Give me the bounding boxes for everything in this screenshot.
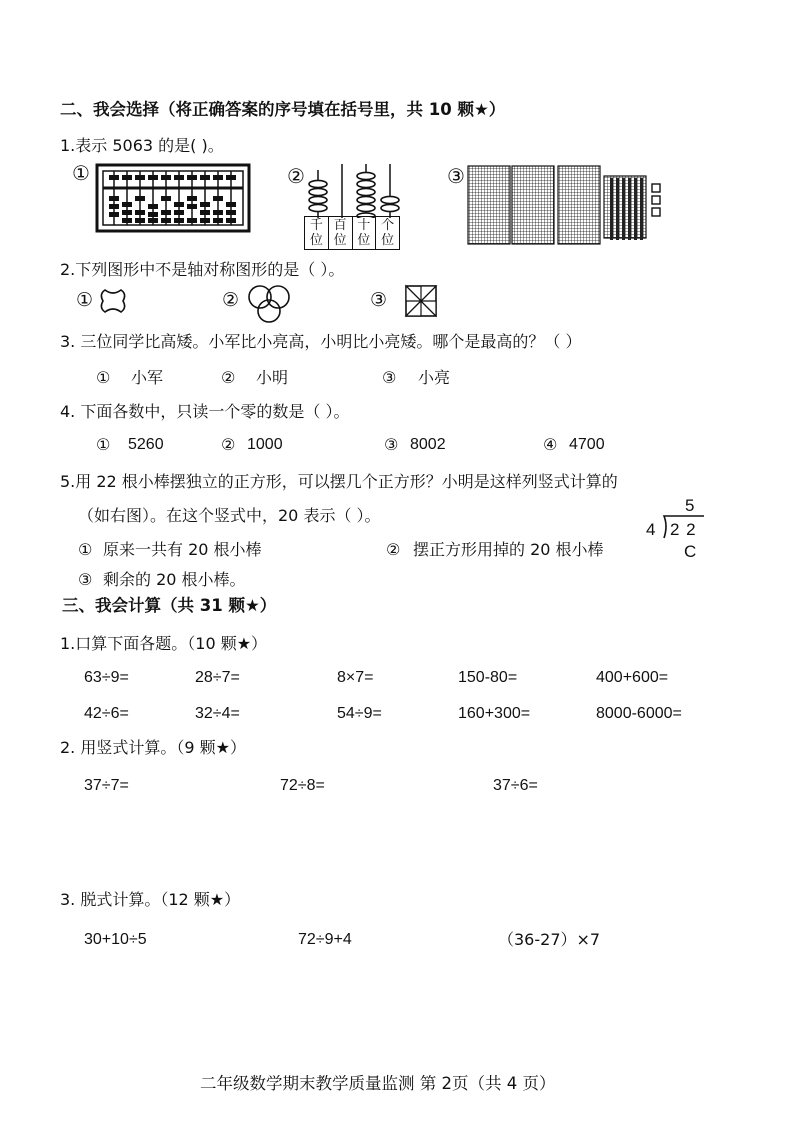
q3-option3-marker: ③ <box>382 368 397 387</box>
q2-option2-marker: ② <box>222 289 240 311</box>
vertical-calc-3: 37÷6= <box>493 777 538 794</box>
calc-r1-5: 400+600= <box>596 669 669 686</box>
q4-option4-text: 4700 <box>569 436 605 453</box>
calc-r1-2: 28÷7= <box>195 669 240 686</box>
stepwise-calc-3: （36-27）×7 <box>498 930 601 949</box>
q3-option1-marker: ① <box>96 368 111 387</box>
abacus-frame-figure <box>94 162 254 236</box>
q4-option3-marker: ③ <box>384 435 399 454</box>
long-division-figure <box>644 496 708 566</box>
q5-option2-text: 摆正方形用掉的 20 根小棒 <box>413 540 604 559</box>
part1-title: 1.口算下面各题。（10 颗★） <box>60 634 268 653</box>
q4-option2-text: 1000 <box>247 436 283 453</box>
calc-r1-3: 8×7= <box>337 669 374 686</box>
q5-option3-text: 剩余的 20 根小棒。 <box>103 570 246 589</box>
vertical-calc-2: 72÷8= <box>280 777 325 794</box>
calc-r2-3: 54÷9= <box>337 705 382 722</box>
division-quotient: 5 <box>685 496 695 515</box>
section3-heading: 三、我会计算（共 31 颗★） <box>62 596 277 615</box>
place-label-thousands: 千位 <box>305 217 329 249</box>
q2-option1-marker: ① <box>76 289 94 311</box>
calc-r1-1: 63÷9= <box>84 669 129 686</box>
pinwheel-figure <box>404 284 438 318</box>
q5-option1-text: 原来一共有 20 根小棒 <box>103 540 262 559</box>
q3-option1-text: 小军 <box>131 368 164 387</box>
place-label-ones: 个位 <box>381 218 395 248</box>
q3-stem: 3. 三位同学比高矮。小军比小亮高，小明比小亮矮。哪个是最高的？（ ） <box>60 332 582 351</box>
q5-option1-marker: ① <box>78 540 93 559</box>
q4-option4-marker: ④ <box>543 435 558 454</box>
q5-stem-line2: （如右图）。在这个竖式中，20 表示（ ）。 <box>78 506 381 525</box>
q5-option3-marker: ③ <box>78 570 93 589</box>
q1-option1-marker: ① <box>72 161 90 185</box>
calc-r2-5: 8000-6000= <box>596 705 682 722</box>
cloud-shape-figure <box>97 286 129 316</box>
q3-option2-marker: ② <box>221 368 236 387</box>
section2-heading: 二、我会选择（将正确答案的序号填在括号里，共 10 颗★） <box>60 100 506 119</box>
q4-option1-marker: ① <box>96 435 111 454</box>
q5-stem-line1: 5.用 22 根小棒摆独立的正方形，可以摆几个正方形？小明是这样列竖式计算的 <box>60 472 618 491</box>
calc-r1-4: 150-80= <box>458 669 518 686</box>
calc-r2-2: 32÷4= <box>195 705 240 722</box>
q2-option3-marker: ③ <box>370 289 388 311</box>
division-divisor: 4 <box>646 520 656 539</box>
division-dividend: 2 2 <box>670 520 697 539</box>
q4-stem: 4. 下面各数中，只读一个零的数是（ ）。 <box>60 402 350 421</box>
q1-option3-marker: ③ <box>447 164 465 188</box>
stepwise-calc-2: 72÷9+4 <box>298 931 352 948</box>
q5-option2-marker: ② <box>386 540 401 559</box>
page-footer: 二年级数学期末教学质量监测 第 2页（共 4 页） <box>200 1074 556 1093</box>
calc-r2-4: 160+300= <box>458 705 531 722</box>
stepwise-calc-1: 30+10÷5 <box>84 931 147 948</box>
division-partial: C <box>684 542 697 561</box>
vertical-calc-1: 37÷7= <box>84 777 129 794</box>
q4-option3-text: 8002 <box>410 436 446 453</box>
overlapping-circles-figure <box>246 282 294 326</box>
q1-stem: 1.表示 5063 的是( )。 <box>60 136 224 155</box>
q3-option3-text: 小亮 <box>418 368 451 387</box>
calc-r2-1: 42÷6= <box>84 705 129 722</box>
q4-option2-marker: ② <box>221 435 236 454</box>
q1-option2-marker: ② <box>287 164 305 188</box>
q4-option1-text: 5260 <box>128 436 164 453</box>
base-ten-blocks-figure <box>466 162 696 248</box>
place-value-abacus-figure <box>304 162 400 218</box>
place-value-labels-box <box>304 216 400 250</box>
part3-title: 3. 脱式计算。（12 颗★） <box>60 890 241 909</box>
place-label-hundreds: 百位 <box>329 217 353 249</box>
q3-option2-text: 小明 <box>256 368 289 387</box>
q2-stem: 2.下列图形中不是轴对称图形的是（ ）。 <box>60 260 345 279</box>
part2-title: 2. 用竖式计算。（9 颗★） <box>60 738 246 757</box>
place-label-tens: 十位 <box>353 217 377 249</box>
